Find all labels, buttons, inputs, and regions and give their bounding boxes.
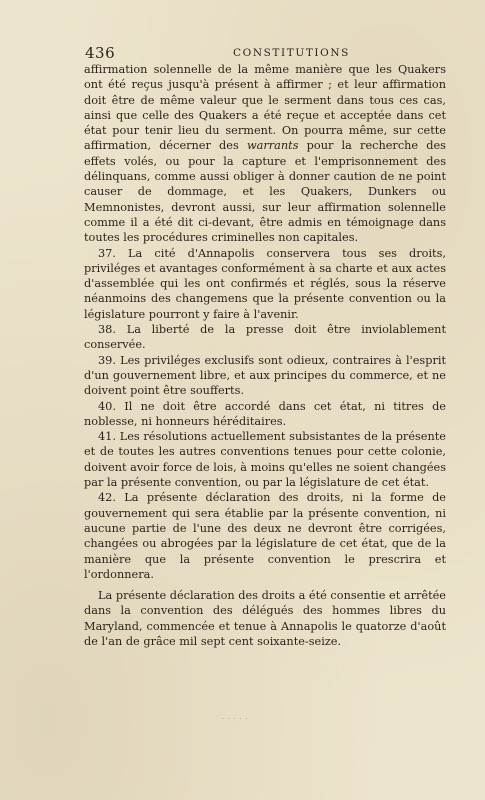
- running-title: CONSTITUTIONS: [233, 47, 350, 59]
- italic-term-warrants: warrants: [246, 139, 299, 153]
- decorative-ornament: · · · · ·: [222, 716, 249, 723]
- body-text: [84, 62, 446, 649]
- paragraph-continuation: [84, 62, 446, 246]
- article-41: 41. Les résolutions actuellement subsistantes de la présente et de toutes les autres conventions tenues pour cette colonie, doivent avoir force de lois, à moins qu'elles ne soient changées par la présente convention, ou par la législature de cet état.: [84, 430, 446, 490]
- closing-paragraph: La présente déclaration des droits a été consentie et arrêtée dans la convention des délégués des hommes libres du Maryland, commencée et tenue à Annapolis le quatorze d'août de l'an de grâce mil sept cent soixante-seize.: [84, 589, 446, 648]
- paragraph-continuation-end: pour la recherche des effets volés, ou pour la capture et l'emprisonnement des délinquans, comme aussi obliger à donner caution de ne point causer de dommage, et les Quakers, Dunkers ou Memnonistes, devront aussi, sur leur affirmation solennelle comme il a été dit ci-devant, être admis en témoignage dans toutes les procédures criminelles non capitales.: [84, 139, 446, 245]
- paragraph-continuation-start: affirmation solennelle de la même manière que les Quakers ont été reçus jusqu'à présent à affirmer ; et leur affirmation doit être de même valeur que le serment dans tous ces cas, ainsi que celle des Quakers a été reçue et acceptée dans cet état pour tenir lieu du serment. On pourra même, sur cette affirmation, décerner des: [84, 63, 446, 153]
- article-39: 39. Les priviléges exclusifs sont odieux, contraires à l'esprit d'un gouvernement libre, et aux principes du commerce, et ne doivent point être soufferts.: [84, 353, 446, 398]
- article-42: 42. La présente déclaration des droits, ni la forme de gouvernement qui sera établie par la présente convention, ni aucune partie de l'une des deux ne devront être corrigées, changées ou abrogées par la législature de cet état, que de la manière que la présente convention le prescrira et l'ordonnera.: [84, 491, 446, 581]
- article-38: 38. La liberté de la presse doit être inviolablement conservée.: [84, 323, 446, 352]
- page-number: 436: [85, 44, 116, 62]
- page-header: [85, 44, 445, 62]
- article-40: 40. Il ne doit être accordé dans cet état, ni titres de noblesse, ni honneurs héréditaires.: [84, 399, 446, 428]
- article-37: 37. La cité d'Annapolis conservera tous ses droits, priviléges et avantages conformément à sa charte et aux actes d'assemblée qui les ont confirmés et réglés, sous la réserve néanmoins des changemens que la présente convention ou la législature pourront y faire à l'avenir.: [84, 246, 446, 321]
